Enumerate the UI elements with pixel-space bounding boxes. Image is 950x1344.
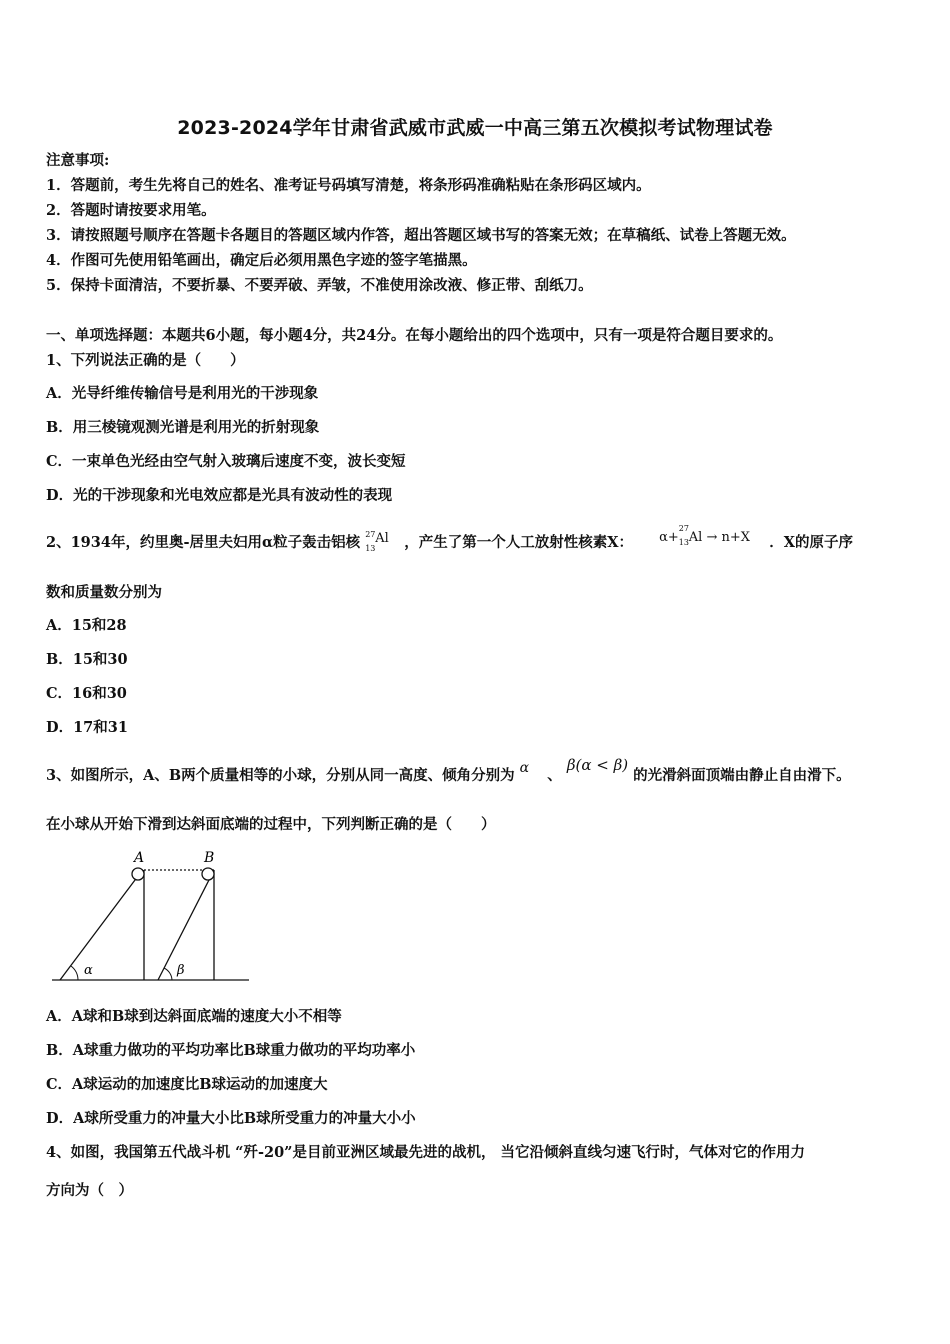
nuclear-reaction bbox=[659, 524, 754, 547]
ball-a bbox=[132, 868, 144, 880]
reaction-products: Al → n+X bbox=[688, 530, 751, 545]
inclined-planes-figure bbox=[46, 846, 256, 986]
label-alpha: α bbox=[84, 963, 93, 978]
reaction-reactant: α+ bbox=[659, 530, 679, 545]
angle-alpha: α bbox=[519, 760, 530, 776]
section-heading: 一、单项选择题：本题共6小题，每小题4分，共24分。在每小题给出的四个选项中，只有一项是符合题目要求的。 bbox=[46, 327, 783, 344]
question-2-stem-line2: 数和质量数分别为 bbox=[46, 584, 162, 601]
q2-option-a: A．15和28 bbox=[46, 617, 127, 634]
question-3-stem-line2: 在小球从开始下滑到达斜面底端的过程中，下列判断正确的是（ ） bbox=[46, 816, 496, 833]
ball-b bbox=[202, 868, 214, 880]
q2-option-c: C．16和30 bbox=[46, 685, 127, 702]
q2-option-d: D．17和31 bbox=[46, 719, 128, 736]
q1-option-b: B．用三棱镜观测光谱是利用光的折射现象 bbox=[46, 419, 320, 436]
atomic-number: 13 bbox=[365, 544, 376, 553]
notice-item: 5．保持卡面清洁，不要折暴、不要弄破、弄皱，不准使用涂改液、修正带、刮纸刀。 bbox=[46, 277, 593, 294]
q2-option-b: B．15和30 bbox=[46, 651, 128, 668]
question-1-stem: 1、下列说法正确的是（ ） bbox=[46, 352, 245, 369]
q1-option-c: C．一束单色光经由空气射入玻璃后速度不变，波长变短 bbox=[46, 453, 406, 470]
notice-item: 4．作图可先使用铅笔画出，确定后必须用黑色字迹的签字笔描黑。 bbox=[46, 252, 477, 269]
separator: 、 bbox=[547, 767, 562, 784]
reaction-aluminum bbox=[678, 524, 751, 548]
notice-item: 1．答题前，考生先将自己的姓名、准考证号码填写清楚，将条形码准确粘贴在条形码区域内。 bbox=[46, 177, 651, 194]
angle-arc-alpha bbox=[71, 966, 78, 980]
q3-stem-part: 3、如图所示，A、B两个质量相等的小球，分别从同一高度、倾角分别为 bbox=[46, 767, 515, 784]
label-beta: β bbox=[177, 963, 185, 978]
mass-number: 27 bbox=[365, 530, 376, 539]
q2-stem-part: ．X的原子序 bbox=[769, 534, 853, 551]
label-a: A bbox=[134, 850, 145, 866]
q1-option-a: A．光导纤维传输信号是利用光的干涉现象 bbox=[46, 385, 319, 402]
question-4-stem: 4、如图，我国第五代战斗机 “歼-20”是目前亚洲区域最先进的战机， 当它沿倾斜直线匀速飞行时，气体对它的作用力 bbox=[46, 1144, 806, 1161]
notice-item: 3．请按照题号顺序在答题卡各题目的答题区域内作答，超出答题区域书写的答案无效；在草稿纸、试卷上答题无效。 bbox=[46, 227, 796, 244]
q2-stem-part: ，产生了第一个人工放射性核素X： bbox=[404, 534, 633, 551]
q3-option-d: D．A球所受重力的冲量大小比B球所受重力的冲量大小小 bbox=[46, 1110, 416, 1127]
aluminum-nucleus bbox=[365, 530, 399, 554]
mass-number: 27 bbox=[678, 524, 689, 533]
label-b: B bbox=[204, 850, 215, 866]
page-title: 2023-2024学年甘肃省武威市武威一中高三第五次模拟考试物理试卷 bbox=[177, 117, 773, 139]
incline-a bbox=[60, 872, 141, 980]
atomic-number: 13 bbox=[678, 538, 689, 547]
angle-arc-beta bbox=[164, 968, 172, 980]
notice-item: 2．答题时请按要求用笔。 bbox=[46, 202, 216, 219]
element-symbol: Al bbox=[375, 531, 389, 546]
question-3-stem bbox=[46, 756, 851, 786]
question-4-stem-line2: 方向为（ ） bbox=[46, 1182, 133, 1199]
q3-stem-part: 的光滑斜面顶端由静止自由滑下。 bbox=[633, 767, 851, 784]
q1-option-d: D．光的干涉现象和光电效应都是光具有波动性的表现 bbox=[46, 487, 393, 504]
notice-heading: 注意事项: bbox=[46, 152, 110, 169]
angle-beta-condition: β(α < β) bbox=[566, 756, 629, 774]
q3-option-a: A．A球和B球到达斜面底端的速度大小不相等 bbox=[46, 1008, 342, 1025]
q2-stem-part: 2、1934年，约里奥-居里夫妇用α粒子轰击铝核 bbox=[46, 534, 361, 551]
q3-option-c: C．A球运动的加速度比B球运动的加速度大 bbox=[46, 1076, 328, 1093]
question-2-stem bbox=[46, 524, 853, 554]
q3-option-b: B．A球重力做功的平均功率比B球重力做功的平均功率小 bbox=[46, 1042, 416, 1059]
